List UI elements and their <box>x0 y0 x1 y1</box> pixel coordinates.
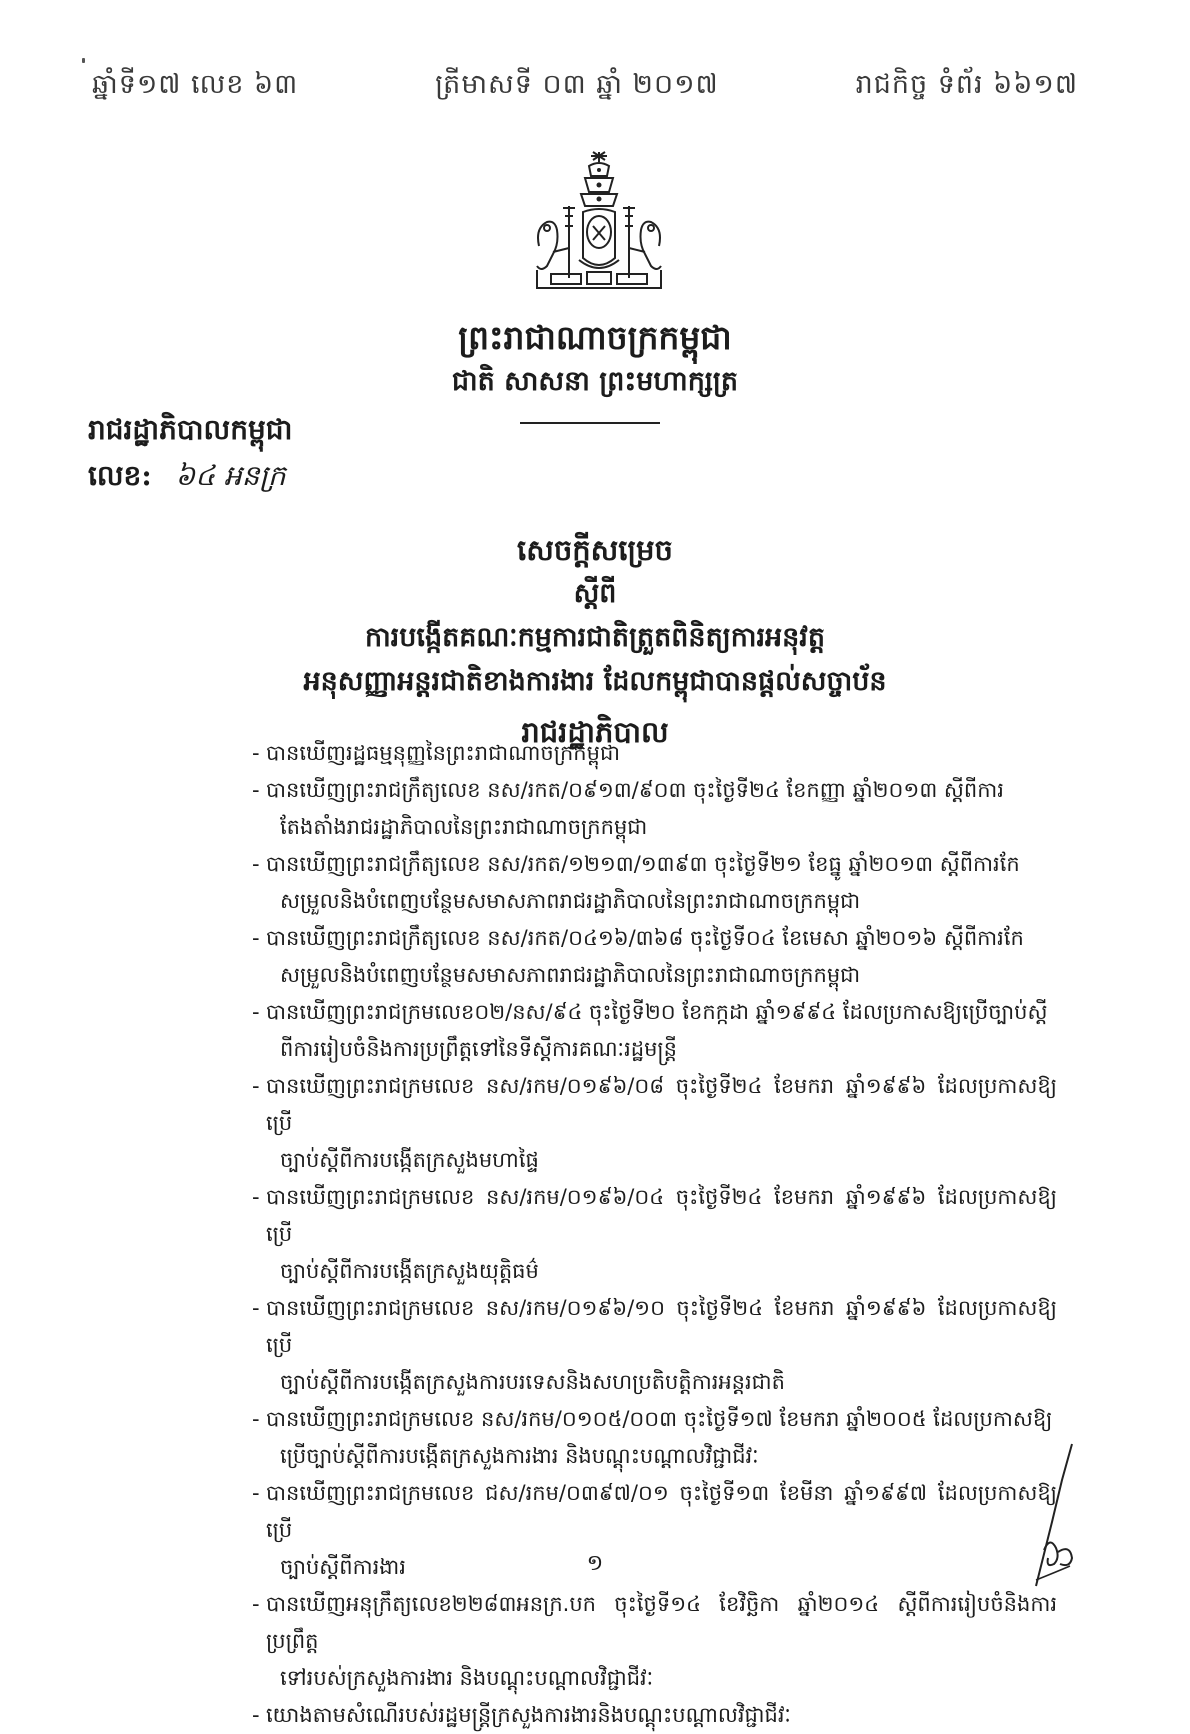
list-item-line-2: ច្បាប់ស្ដីពីការងារ <box>280 1555 406 1579</box>
list-item: - បានឃើញព្រះរាជក្រមលេខ នស/រកម/០១៩៦/០៤ ចុះថ្ងៃទី២៤ ខែមករា ឆ្នាំ១៩៩៦ ដែលប្រកាសឱ្យប្រើ ច្បាប់ស្ដីពីការបង្កើតក្រសួងយុត្តិធម៌ <box>252 1179 1057 1290</box>
list-item-line-1: បានឃើញព្រះរាជក្រឹត្យលេខ នស/រកត/០៤១៦/៣៦៨ ចុះថ្ងៃទី០៤ ខែមេសា ឆ្នាំ២០១៦ ស្ដីពីការកែ <box>266 926 1024 950</box>
kingdom-name: ព្រះរាជាណាចក្រកម្ពុជា <box>458 318 732 357</box>
list-item: - បានឃើញព្រះរាជក្រមលេខ នស/រកម/០១៩៦/១០ ចុះថ្ងៃទី២៤ ខែមករា ឆ្នាំ១៩៩៦ ដែលប្រកាសឱ្យប្រើ ច្បាប់ស្ដីពីការបង្កើតក្រសួងការបរទេសនិងសហប្រតិបត្តិការអន្តរជាតិ <box>252 1290 1057 1401</box>
list-item-line-2: ច្បាប់ស្ដីពីការបង្កើតក្រសួងមហាផ្ទៃ <box>280 1148 539 1172</box>
header-date: ត្រីមាសទី ០៣ ឆ្នាំ ២០១៧ <box>435 69 719 100</box>
title-decision: សេចក្ដីសម្រេច <box>517 533 673 567</box>
decision-title <box>0 528 1190 754</box>
document-number-label: លេខ: <box>88 459 152 492</box>
list-item-line-2: ទៅរបស់ក្រសួងការងារ និងបណ្ដុះបណ្ដាលវិជ្ជាជីវៈ <box>280 1666 654 1690</box>
issuing-authority: រាជរដ្ឋាភិបាលកម្ពុជា <box>88 413 293 446</box>
list-item-line-2: សម្រួលនិងបំពេញបន្ថែមសមាសភាពរាជរដ្ឋាភិបាលនៃព្រះរាជាណាចក្រកម្ពុជា <box>280 963 861 987</box>
title-government: រាជរដ្ឋាភិបាល <box>521 715 669 749</box>
title-on: ស្ដីពី <box>573 578 617 609</box>
gazette-header <box>92 68 1078 108</box>
header-year-issue: ឆ្នាំទី១៧ លេខ ៦៣ <box>92 69 299 100</box>
list-item: - បានឃើញព្រះរាជក្រឹត្យលេខ នស/រកត/០៤១៦/៣៦៨ ចុះថ្ងៃទី០៤ ខែមេសា ឆ្នាំ២០១៦ ស្ដីពីការកែ សម្រួលនិងបំពេញបន្ថែមសមាសភាពរាជរដ្ឋាភិបាលនៃព្រះរាជាណាចក្រកម្ពុជា <box>252 920 1057 994</box>
list-item-line-2: ប្រើច្បាប់ស្ដីពីការបង្កើតក្រសួងការងារ និងបណ្ដុះបណ្ដាលវិជ្ជាជីវៈ <box>280 1444 759 1468</box>
list-item-line-1: បានឃើញព្រះរាជក្រឹត្យលេខ នស/រកត/១២១៣/១៣៩៣ ចុះថ្ងៃទី២១ ខែធ្នូ ឆ្នាំ២០១៣ ស្ដីពីការកែ <box>266 852 1020 876</box>
list-item-line-1: បានឃើញរដ្ឋធម្មនុញ្ញនៃព្រះរាជាណាចក្រកម្ពុជា <box>266 741 620 765</box>
page-number: ១ <box>586 1551 604 1576</box>
header-gazette-page: រាជកិច្ច ទំព័រ ៦៦១៧ <box>855 69 1078 100</box>
list-item-line-2: សម្រួលនិងបំពេញបន្ថែមសមាសភាពរាជរដ្ឋាភិបាលនៃព្រះរាជាណាចក្រកម្ពុជា <box>280 889 861 913</box>
list-item-line-1: បានឃើញព្រះរាជក្រមលេខ០២/នស/៩៤ ចុះថ្ងៃទី២០ ខែកក្កដា ឆ្នាំ១៩៩៤ ដែលប្រកាសឱ្យប្រើច្បាប់ស្ដី <box>266 1000 1048 1024</box>
list-item-line-1: បានឃើញព្រះរាជក្រឹត្យលេខ នស/រកត/០៩១៣/៩០៣ ចុះថ្ងៃទី២៤ ខែកញ្ញា ឆ្នាំ២០១៣ ស្ដីពីការ <box>266 778 1004 802</box>
list-item: - បានឃើញព្រះរាជក្រមលេខ នស/រកម/០១៩៦/០៨ ចុះថ្ងៃទី២៤ ខែមករា ឆ្នាំ១៩៩៦ ដែលប្រកាសឱ្យប្រើ ច្បាប់ស្ដីពីការបង្កើតក្រសួងមហាផ្ទៃ <box>252 1068 1057 1179</box>
list-item: - បានឃើញព្រះរាជក្រឹត្យលេខ នស/រកត/១២១៣/១៣៩៣ ចុះថ្ងៃទី២១ ខែធ្នូ ឆ្នាំ២០១៣ ស្ដីពីការកែ សម្រួលនិងបំពេញបន្ថែមសមាសភាពរាជរដ្ឋាភិបាលនៃព្រះរាជាណាចក្រកម្ពុជា <box>252 846 1057 920</box>
title-subject-line-1: ការបង្កើតគណៈកម្មការជាតិត្រួតពិនិត្យការអនុវត្ត <box>364 622 826 653</box>
list-item: - បានឃើញអនុក្រឹត្យលេខ២២៨៣អនក្រ.បក ចុះថ្ងៃទី១៤ ខែវិច្ឆិកា ឆ្នាំ២០១៤ ស្ដីពីការរៀបចំនិងការប្រព្រឹត្ត ទៅរបស់ក្រសួងការងារ និងបណ្ដុះបណ្ដាលវិជ្ជាជីវៈ <box>252 1586 1057 1697</box>
list-item: - បានឃើញព្រះរាជក្រមលេខ០២/នស/៩៤ ចុះថ្ងៃទី២០ ខែកក្កដា ឆ្នាំ១៩៩៤ ដែលប្រកាសឱ្យប្រើច្បាប់ស្ដី ពីការរៀបចំនិងការប្រព្រឹត្តទៅនៃទីស្ដីការគណៈរដ្ឋមន្ត្រី <box>252 994 1057 1068</box>
preamble-list <box>252 735 1057 1734</box>
list-item-line-1: បានឃើញព្រះរាជក្រមលេខ នស/រកម/០១០៥/០០៣ ចុះថ្ងៃទី១៧ ខែមករា ឆ្នាំ២០០៥ ដែលប្រកាសឱ្យ <box>266 1407 1053 1431</box>
motto-divider <box>520 422 660 424</box>
document-number <box>88 458 286 499</box>
list-item-line-1: បានឃើញព្រះរាជក្រមលេខ នស/រកម/០១៩៦/១០ ចុះថ្ងៃទី២៤ ខែមករា ឆ្នាំ១៩៩៦ ដែលប្រកាសឱ្យប្រើ <box>266 1296 1057 1357</box>
list-item: - យោងតាមសំណើរបស់រដ្ឋមន្ត្រីក្រសួងការងារនិងបណ្ដុះបណ្ដាលវិជ្ជាជីវៈ <box>252 1703 791 1727</box>
list-item-line-1: យោងតាមសំណើរបស់រដ្ឋមន្ត្រីក្រសួងការងារនិងបណ្ដុះបណ្ដាលវិជ្ជាជីវៈ <box>266 1703 791 1727</box>
list-item: - បានឃើញរដ្ឋធម្មនុញ្ញនៃព្រះរាជាណាចក្រកម្ពុជា <box>252 741 620 765</box>
list-item-line-1: បានឃើញអនុក្រឹត្យលេខ២២៨៣អនក្រ.បក ចុះថ្ងៃទី១៤ ខែវិច្ឆិកា ឆ្នាំ២០១៤ ស្ដីពីការរៀបចំនិងការប្រព្រឹត្ត <box>266 1592 1057 1653</box>
list-item-line-1: បានឃើញព្រះរាជក្រមលេខ នស/រកម/០១៩៦/០៤ ចុះថ្ងៃទី២៤ ខែមករា ឆ្នាំ១៩៩៦ ដែលប្រកាសឱ្យប្រើ <box>266 1185 1057 1246</box>
list-item-line-2: ច្បាប់ស្ដីពីការបង្កើតក្រសួងការបរទេសនិងសហប្រតិបត្តិការអន្តរជាតិ <box>280 1370 786 1394</box>
list-item-line-1: បានឃើញព្រះរាជក្រមលេខ ជស/រកម/០៣៩៧/០១ ចុះថ្ងៃទី១៣ ខែមីនា ឆ្នាំ១៩៩៧ ដែលប្រកាសឱ្យប្រើ <box>266 1481 1057 1542</box>
royal-arms-icon <box>529 148 669 298</box>
scan-speck <box>82 58 85 63</box>
signature-mark <box>1000 1440 1090 1590</box>
list-item-line-2: ច្បាប់ស្ដីពីការបង្កើតក្រសួងយុត្តិធម៌ <box>280 1259 539 1283</box>
list-item: - បានឃើញព្រះរាជក្រឹត្យលេខ នស/រកត/០៩១៣/៩០៣ ចុះថ្ងៃទី២៤ ខែកញ្ញា ឆ្នាំ២០១៣ ស្ដីពីការ តែងតាំងរាជរដ្ឋាភិបាលនៃព្រះរាជាណាចក្រកម្ពុជា <box>252 772 1057 846</box>
national-motto: ជាតិ សាសនា ព្រះមហាក្សត្រ <box>451 366 739 397</box>
list-item-line-2: ពីការរៀបចំនិងការប្រព្រឹត្តទៅនៃទីស្ដីការគណៈរដ្ឋមន្ត្រី <box>280 1037 677 1061</box>
list-item-line-1: បានឃើញព្រះរាជក្រមលេខ នស/រកម/០១៩៦/០៨ ចុះថ្ងៃទី២៤ ខែមករា ឆ្នាំ១៩៩៦ ដែលប្រកាសឱ្យប្រើ <box>266 1074 1057 1135</box>
title-subject-line-2: អនុសញ្ញាអន្តរជាតិខាងការងារ ដែលកម្ពុជាបានផ្ដល់សច្ចាប័ន <box>303 666 887 697</box>
list-item: - បានឃើញព្រះរាជក្រមលេខ ជស/រកម/០៣៩៧/០១ ចុះថ្ងៃទី១៣ ខែមីនា ឆ្នាំ១៩៩៧ ដែលប្រកាសឱ្យប្រើ ច្បាប់ស្ដីពីការងារ <box>252 1475 1057 1586</box>
list-item: - បានឃើញព្រះរាជក្រមលេខ នស/រកម/០១០៥/០០៣ ចុះថ្ងៃទី១៧ ខែមករា ឆ្នាំ២០០៥ ដែលប្រកាសឱ្យ ប្រើច្បាប់ស្ដីពីការបង្កើតក្រសួងការងារ និងបណ្ដុះបណ្ដាលវិជ្ជាជីវៈ <box>252 1401 1057 1475</box>
list-item-line-2: តែងតាំងរាជរដ្ឋាភិបាលនៃព្រះរាជាណាចក្រកម្ពុជា <box>280 815 648 839</box>
document-number-value: ៦៤ អនក្រ <box>175 459 286 492</box>
